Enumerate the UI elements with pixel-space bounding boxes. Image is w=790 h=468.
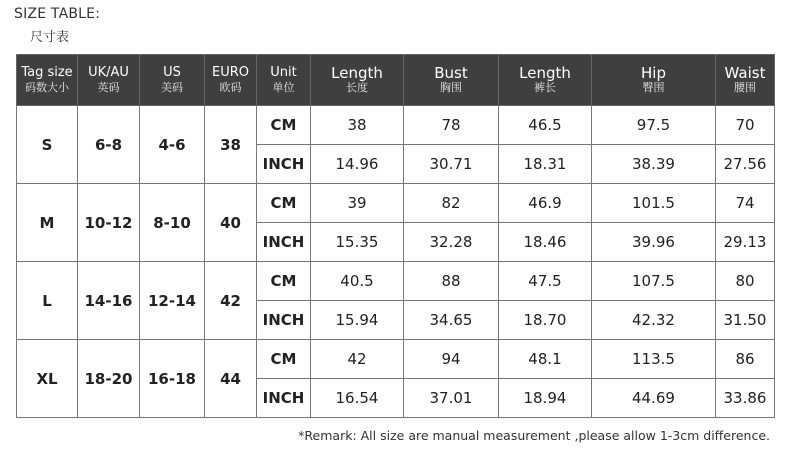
header-label: Tag size [21, 65, 73, 80]
length-cell: 16.54 [311, 379, 404, 418]
tag-size-cell: S [17, 106, 78, 184]
waist-cell: 27.56 [716, 145, 775, 184]
header-bust [404, 55, 499, 106]
length-cell: 14.96 [311, 145, 404, 184]
bust-cell: 32.28 [404, 223, 499, 262]
euro-cell: 42 [205, 262, 257, 340]
us-cell: 12-14 [140, 262, 205, 340]
header-label: Length [331, 64, 383, 82]
page-subtitle: 尺寸表 [30, 30, 70, 45]
unit-cell: INCH [257, 379, 311, 418]
length-cell: 39 [311, 184, 404, 223]
us-cell: 4-6 [140, 106, 205, 184]
hip-cell: 42.32 [592, 301, 716, 340]
hip-cell: 39.96 [592, 223, 716, 262]
header-row [17, 55, 775, 106]
tag-size-cell: XL [17, 340, 78, 418]
pants-length-cell: 18.70 [499, 301, 592, 340]
header-sublabel: 单位 [272, 81, 295, 94]
header-label: Waist [724, 64, 766, 82]
header-tag-size [17, 55, 78, 106]
length-cell: 38 [311, 106, 404, 145]
unit-cell: CM [257, 262, 311, 301]
unit-cell: CM [257, 184, 311, 223]
hip-cell: 97.5 [592, 106, 716, 145]
header-label: Length [519, 64, 571, 82]
pants-length-cell: 18.31 [499, 145, 592, 184]
header-uk-au [78, 55, 140, 106]
header-sublabel: 英码 [97, 81, 120, 94]
waist-cell: 33.86 [716, 379, 775, 418]
table-row-s-cm [17, 106, 775, 145]
bust-cell: 37.01 [404, 379, 499, 418]
uk-au-cell: 18-20 [78, 340, 140, 418]
waist-cell: 86 [716, 340, 775, 379]
hip-cell: 44.69 [592, 379, 716, 418]
pants-length-cell: 18.46 [499, 223, 592, 262]
header-sublabel: 长度 [346, 81, 368, 94]
euro-cell: 40 [205, 184, 257, 262]
bust-cell: 94 [404, 340, 499, 379]
header-unit [257, 55, 311, 106]
header-sublabel: 腰围 [734, 81, 756, 94]
table-row-l-cm [17, 262, 775, 301]
bust-cell: 30.71 [404, 145, 499, 184]
hip-cell: 38.39 [592, 145, 716, 184]
tag-size-cell: L [17, 262, 78, 340]
pants-length-cell: 47.5 [499, 262, 592, 301]
header-euro [205, 55, 257, 106]
euro-cell: 44 [205, 340, 257, 418]
pants-length-cell: 46.9 [499, 184, 592, 223]
hip-cell: 101.5 [592, 184, 716, 223]
header-sublabel: 码数大小 [25, 81, 69, 94]
us-cell: 8-10 [140, 184, 205, 262]
pants-length-cell: 18.94 [499, 379, 592, 418]
header-label: UK/AU [88, 65, 129, 80]
header-pants-length [499, 55, 592, 106]
unit-cell: CM [257, 340, 311, 379]
waist-cell: 80 [716, 262, 775, 301]
table-row-xl-cm [17, 340, 775, 379]
header-length [311, 55, 404, 106]
unit-cell: INCH [257, 301, 311, 340]
header-label: US [163, 65, 181, 80]
header-label: Unit [270, 65, 297, 80]
hip-cell: 113.5 [592, 340, 716, 379]
header-label: Bust [434, 64, 468, 82]
header-sublabel: 臀围 [642, 81, 665, 94]
length-cell: 42 [311, 340, 404, 379]
uk-au-cell: 14-16 [78, 262, 140, 340]
header-sublabel: 欧码 [219, 81, 242, 94]
waist-cell: 31.50 [716, 301, 775, 340]
header-waist [716, 55, 775, 106]
unit-cell: INCH [257, 145, 311, 184]
length-cell: 15.35 [311, 223, 404, 262]
table-row-m-cm [17, 184, 775, 223]
header-sublabel: 裤长 [534, 81, 556, 94]
waist-cell: 70 [716, 106, 775, 145]
waist-cell: 29.13 [716, 223, 775, 262]
header-us [140, 55, 205, 106]
pants-length-cell: 46.5 [499, 106, 592, 145]
uk-au-cell: 6-8 [78, 106, 140, 184]
header-label: EURO [212, 65, 249, 80]
hip-cell: 107.5 [592, 262, 716, 301]
page-title: SIZE TABLE: [14, 6, 101, 22]
length-cell: 40.5 [311, 262, 404, 301]
bust-cell: 78 [404, 106, 499, 145]
size-table [16, 54, 775, 418]
bust-cell: 82 [404, 184, 499, 223]
header-sublabel: 美码 [161, 81, 183, 94]
pants-length-cell: 48.1 [499, 340, 592, 379]
tag-size-cell: M [17, 184, 78, 262]
us-cell: 16-18 [140, 340, 205, 418]
header-label: Hip [641, 64, 666, 82]
waist-cell: 74 [716, 184, 775, 223]
euro-cell: 38 [205, 106, 257, 184]
uk-au-cell: 10-12 [78, 184, 140, 262]
unit-cell: CM [257, 106, 311, 145]
bust-cell: 34.65 [404, 301, 499, 340]
unit-cell: INCH [257, 223, 311, 262]
header-hip [592, 55, 716, 106]
remark-note: *Remark: All size are manual measurement ,please allow 1-3cm difference. [298, 428, 770, 443]
header-sublabel: 胸围 [440, 81, 462, 94]
bust-cell: 88 [404, 262, 499, 301]
length-cell: 15.94 [311, 301, 404, 340]
